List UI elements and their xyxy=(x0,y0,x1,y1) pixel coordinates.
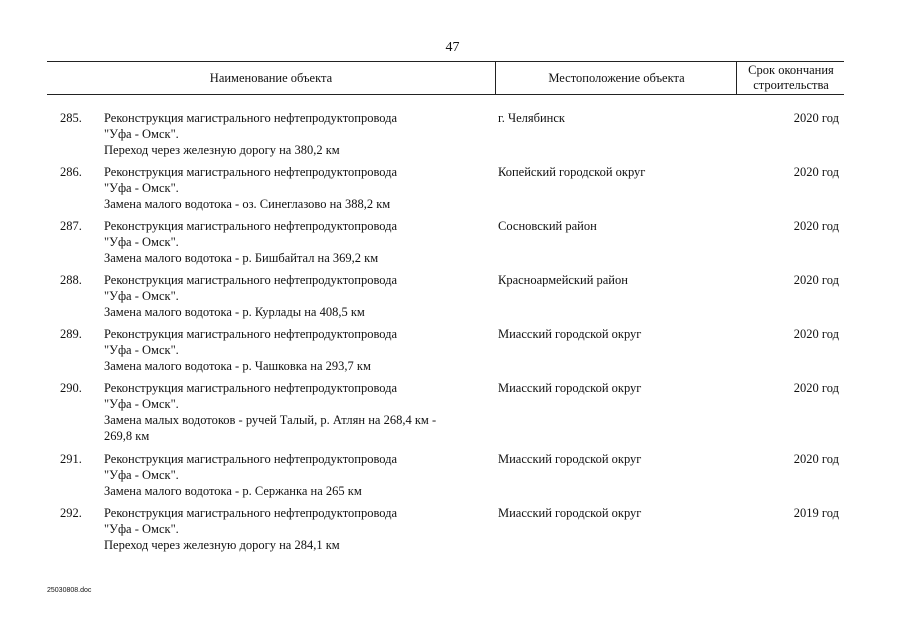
object-name-line: Замена малых водотоков - ручей Талый, р. Атлян на 268,4 км - xyxy=(104,413,437,427)
object-name-line: "Уфа - Омск". xyxy=(104,181,179,195)
object-name xyxy=(104,380,489,444)
row-number: 292. xyxy=(60,506,82,520)
table-row xyxy=(0,505,905,559)
object-name-line: Реконструкция магистрального нефтепродуктопровода xyxy=(104,165,398,179)
completion-year: 2020 год xyxy=(793,219,839,233)
completion-year: 2020 год xyxy=(793,327,839,341)
table-row xyxy=(0,164,905,218)
object-location: Миасский городской округ xyxy=(498,452,642,466)
object-name-line: Реконструкция магистрального нефтепродуктопровода xyxy=(104,506,398,520)
object-name-line: Реконструкция магистрального нефтепродуктопровода xyxy=(104,452,398,466)
object-name xyxy=(104,110,489,158)
object-name-line: Переход через железную дорогу на 284,1 км xyxy=(104,538,340,552)
object-name-line: Реконструкция магистрального нефтепродуктопровода xyxy=(104,111,398,125)
table-row xyxy=(0,110,905,164)
table-body xyxy=(0,110,905,559)
object-location: г. Челябинск xyxy=(498,111,565,125)
table-header xyxy=(47,61,844,95)
object-name-line: "Уфа - Омск". xyxy=(104,343,179,357)
completion-year: 2020 год xyxy=(793,165,839,179)
object-location: Сосновский район xyxy=(498,219,597,233)
row-number: 287. xyxy=(60,219,82,233)
row-number: 289. xyxy=(60,327,82,341)
table-row xyxy=(0,380,905,451)
completion-year: 2019 год xyxy=(793,506,839,520)
object-name-line: "Уфа - Омск". xyxy=(104,235,179,249)
object-name-line: Реконструкция магистрального нефтепродуктопровода xyxy=(104,327,398,341)
object-name-line: Замена малого водотока - р. Бишбайтал на 369,2 км xyxy=(104,251,379,265)
object-name-line: Реконструкция магистрального нефтепродуктопровода xyxy=(104,273,398,287)
completion-year: 2020 год xyxy=(793,273,839,287)
object-location: Миасский городской округ xyxy=(498,381,642,395)
header-deadline-line1: Срок окончания xyxy=(748,63,834,77)
row-number: 286. xyxy=(60,165,82,179)
page-number: 47 xyxy=(445,40,460,55)
object-name-line: "Уфа - Омск". xyxy=(104,468,179,482)
row-number: 291. xyxy=(60,452,82,466)
object-name-line: "Уфа - Омск". xyxy=(104,127,179,141)
row-number: 285. xyxy=(60,111,82,125)
object-name-line: "Уфа - Омск". xyxy=(104,522,179,536)
object-name-line: 269,8 км xyxy=(104,429,150,443)
object-name-line: "Уфа - Омск". xyxy=(104,397,179,411)
object-name-line: Замена малого водотока - р. Сержанка на 265 км xyxy=(104,484,362,498)
object-name-line: "Уфа - Омск". xyxy=(104,289,179,303)
object-name-line: Замена малого водотока - р. Курлады на 408,5 км xyxy=(104,305,365,319)
object-name xyxy=(104,505,489,553)
object-name-line: Реконструкция магистрального нефтепродуктопровода xyxy=(104,219,398,233)
object-location: Копейский городской округ xyxy=(498,165,646,179)
completion-year: 2020 год xyxy=(793,381,839,395)
footer-filename: 25030808.doc xyxy=(47,587,92,594)
table-row xyxy=(0,218,905,272)
table-row xyxy=(0,451,905,505)
object-name xyxy=(104,272,489,320)
object-name xyxy=(104,451,489,499)
completion-year: 2020 год xyxy=(793,452,839,466)
object-name-line: Замена малого водотока - р. Чашковка на 293,7 км xyxy=(104,359,371,373)
object-name-line: Реконструкция магистрального нефтепродуктопровода xyxy=(104,381,398,395)
object-location: Красноармейский район xyxy=(498,273,628,287)
row-number: 290. xyxy=(60,381,82,395)
header-deadline-line2: строительства xyxy=(753,78,829,92)
header-name: Наименование объекта xyxy=(209,70,333,85)
object-location: Миасский городской округ xyxy=(498,506,642,520)
table-row xyxy=(0,326,905,380)
completion-year: 2020 год xyxy=(793,111,839,125)
header-location: Местоположение объекта xyxy=(495,62,737,94)
object-name xyxy=(104,164,489,212)
object-name xyxy=(104,326,489,374)
table-row xyxy=(0,272,905,326)
object-name xyxy=(104,218,489,266)
object-name-line: Переход через железную дорогу на 380,2 км xyxy=(104,143,340,157)
object-location: Миасский городской округ xyxy=(498,327,642,341)
header-deadline xyxy=(736,62,845,94)
object-name-line: Замена малого водотока - оз. Синеглазово на 388,2 км xyxy=(104,197,391,211)
row-number: 288. xyxy=(60,273,82,287)
